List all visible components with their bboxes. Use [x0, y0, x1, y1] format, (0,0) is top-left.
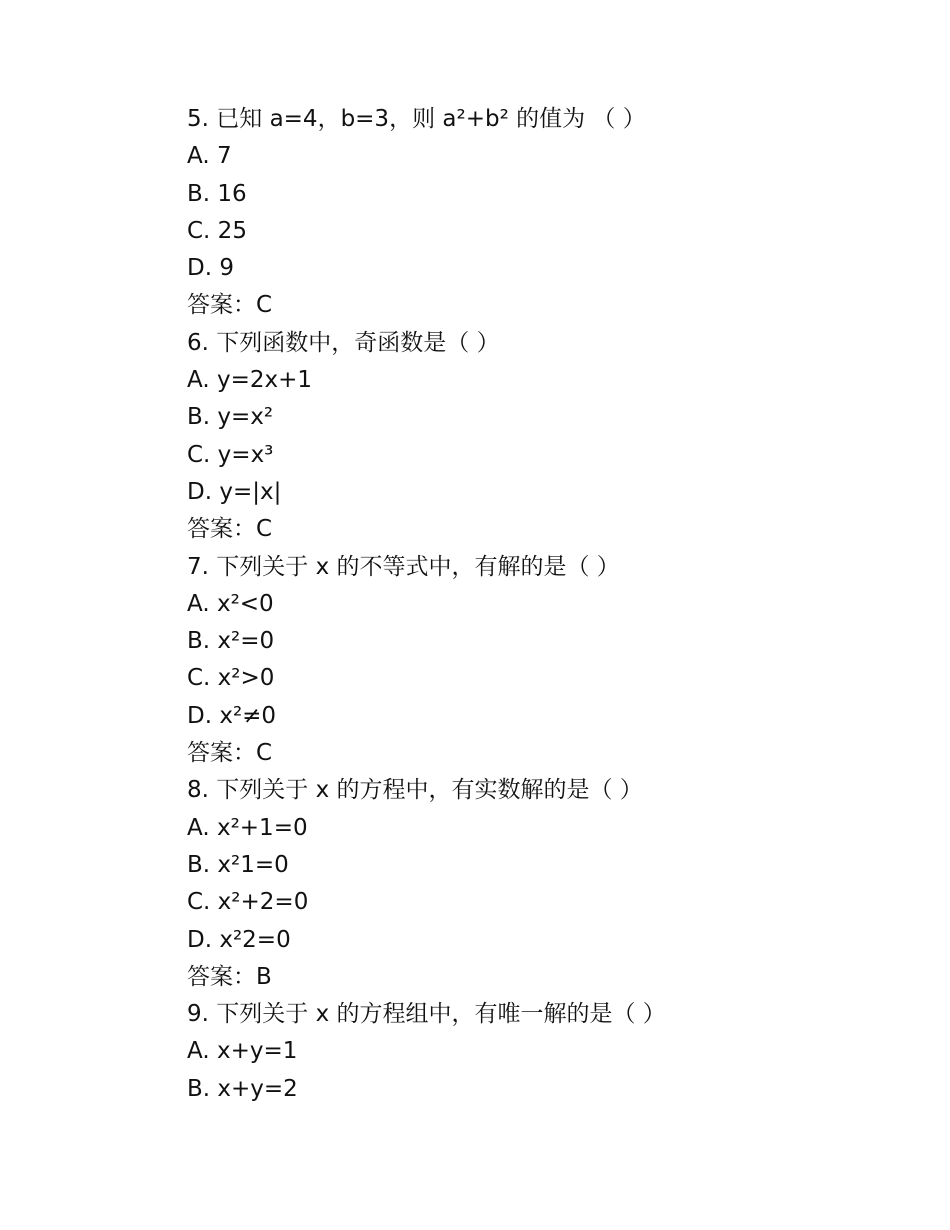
- question-9-option-a: A. x+y=1: [187, 1038, 298, 1065]
- question-8-stem: 8. 下列关于 x 的方程中，有实数解的是（ ）: [187, 777, 643, 804]
- question-7-option-d: D. x²≠0: [187, 702, 277, 729]
- question-5-stem: 5. 已知 a=4，b=3，则 a²+b² 的值为 （ ）: [187, 106, 646, 132]
- question-6-answer: 答案：C: [187, 516, 273, 543]
- question-9-option-b: B. x+y=2: [187, 1075, 298, 1102]
- question-7-answer: 答案：C: [187, 740, 273, 767]
- question-9-stem: 9. 下列关于 x 的方程组中，有唯一解的是（ ）: [187, 1001, 666, 1028]
- question-8-option-b: B. x²1=0: [187, 851, 289, 878]
- question-6-option-b: B. y=x²: [187, 404, 274, 431]
- question-5-option-a: A. 7: [187, 143, 232, 170]
- question-6-stem: 6. 下列函数中，奇函数是（ ）: [187, 329, 500, 356]
- question-7-option-c: C. x²>0: [187, 665, 275, 692]
- question-7-option-b: B. x²=0: [187, 628, 275, 655]
- question-6-option-a: A. y=2x+1: [187, 367, 312, 394]
- question-5-answer: 答案：C: [187, 292, 273, 319]
- question-6-option-d: D. y=|x|: [187, 478, 282, 505]
- question-8-option-d: D. x²2=0: [187, 926, 291, 953]
- question-7-stem: 7. 下列关于 x 的不等式中，有解的是（ ）: [187, 553, 620, 580]
- question-8-option-a: A. x²+1=0: [187, 814, 308, 841]
- question-8-option-c: C. x²+2=0: [187, 889, 309, 916]
- question-7-option-a: A. x²<0: [187, 590, 274, 617]
- question-6-option-c: C. y=x³: [187, 441, 274, 468]
- question-8-answer: 答案：B: [187, 963, 272, 990]
- question-list: [187, 101, 887, 1108]
- question-5-option-d: D. 9: [187, 255, 234, 282]
- question-5-option-b: B. 16: [187, 180, 247, 207]
- question-5-option-c: C. 25: [187, 217, 247, 244]
